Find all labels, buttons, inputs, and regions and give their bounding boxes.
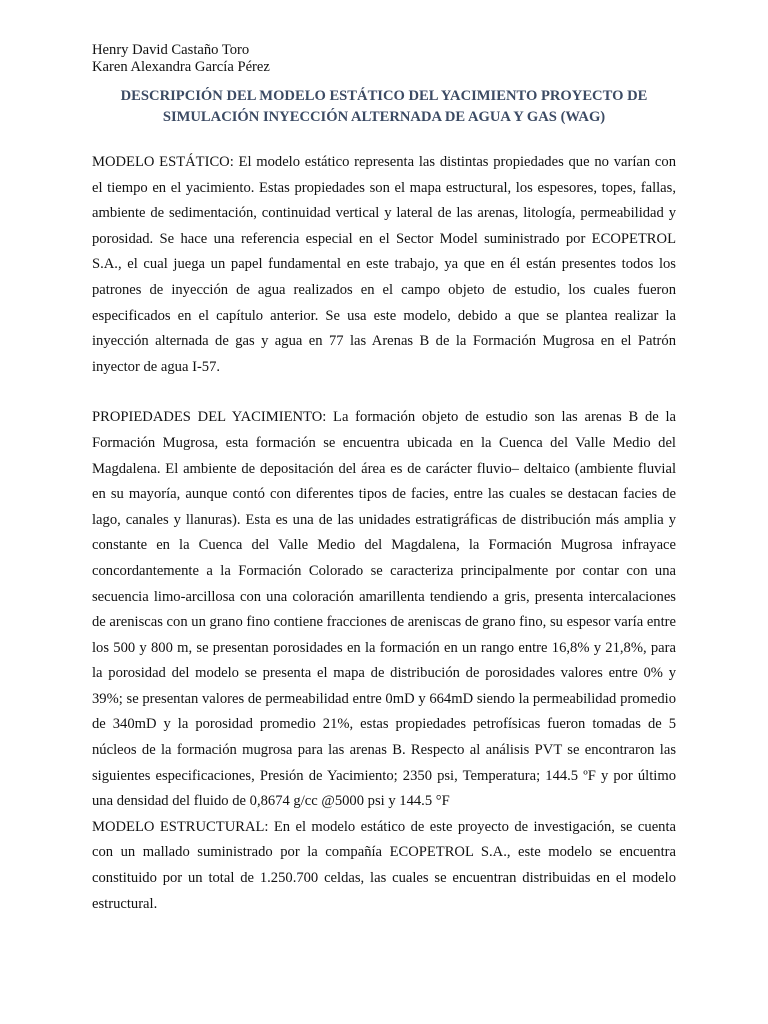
paragraph-modelo-estructural: MODELO ESTRUCTURAL: En el modelo estático de este proyecto de investigación, se cuenta con un mallado suministrado por la compañía ECOPETROL S.A., este modelo se encuentra constituido por un total de 1.250.700 celdas, las cuales se encuentran distribuidas en el modelo estructural.	[92, 818, 676, 912]
paragraph-modelo-estatico: MODELO ESTÁTICO: El modelo estático representa las distintas propiedades que no varían con el tiempo en el yacimiento. Estas propiedades son el mapa estructural, los espesores, topes, fallas, ambiente de sedimentación, continuidad vertical y lateral de las arenas, litología, permeabilidad y porosidad. Se hace una referencia especial en el Sector Model suministrado por ECOPETROL S.A., el cual juega un papel fundamental en este trabajo, ya que en él están presentes todos los patrones de inyección de agua realizados en el campo objeto de estudio, los cuales fueron especificados en el capítulo anterior. Se usa este modelo, debido a que se plantea realizar la inyección alternada de gas y agua en 77 las Arenas B de la Formación Mugrosa en el Patrón inyector de agua I-57.	[92, 154, 676, 375]
document-page	[92, 42, 676, 917]
author-name: Henry David Castaño Toro	[92, 42, 250, 58]
author-name: Karen Alexandra García Pérez	[92, 59, 270, 75]
paragraph-propiedades-yacimiento: PROPIEDADES DEL YACIMIENTO: La formación objeto de estudio son las arenas B de la Formación Mugrosa, esta formación se encuentra ubicada en la Cuenca del Valle Medio del Magdalena. El ambiente de depositación del área es de carácter fluvio– deltaico (ambiente fluvial en su mayoría, aunque contó con diferentes tipos de facies, entre las cuales se destacan facies de lago, canales y llanuras). Esta es una de las unidades estratigráficas de distribución más amplia y constante en la Cuenca del Valle Medio del Magdalena, la Formación Mugrosa infrayace concordantemente a la Formación Colorado se caracteriza principalmente por contar con una secuencia limo-arcillosa con una coloración amarillenta tendiendo a gris, presenta intercalaciones de areniscas con un grano fino contiene fracciones de areniscas de grano fino, su espesor varía entre los 500 y 800 m, se presentan porosidades en la formación en un rango entre 16,8% y 21,8%, para la porosidad del modelo se presenta el mapa de distribución de porosidades valores entre 0% y 39%; se presentan valores de permeabilidad entre 0mD y 664mD siendo la permeabilidad promedio de 340mD y la porosidad promedio 21%, estas propiedades petrofísicas fueron tomadas de 5 núcleos de la formación mugrosa para las arenas B. Respecto al análisis PVT se encontraron las siguientes especificaciones, Presión de Yacimiento; 2350 psi, Temperatura; 144.5 ºF y por último una densidad del fluido de 0,8674 g/cc @5000 psi y 144.5 °F	[92, 409, 676, 810]
document-title: DESCRIPCIÓN DEL MODELO ESTÁTICO DEL YACIMIENTO PROYECTO DE SIMULACIÓN INYECCIÓN ALTERNADA DE AGUA Y GAS (WAG)	[120, 88, 648, 125]
